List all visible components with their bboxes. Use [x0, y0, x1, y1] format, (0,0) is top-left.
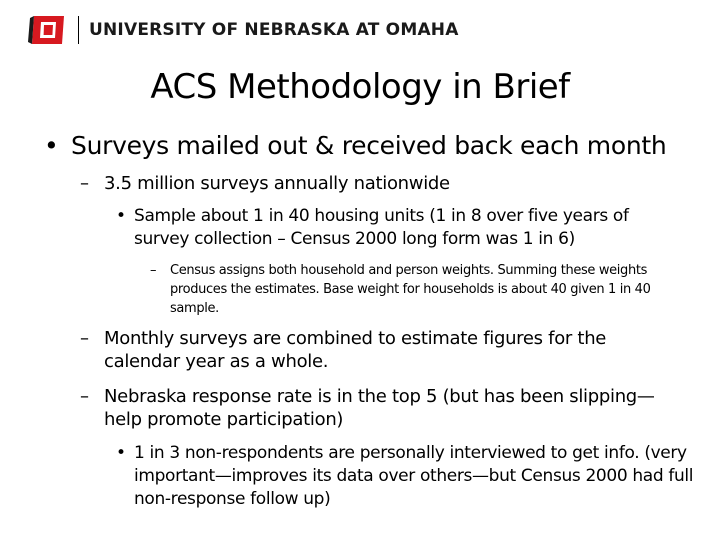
bullet-text: Census assigns both household and person weights. Summing these weights produces the estimates. Base weight for households is about 40 given 1 in 40 sample. — [170, 263, 651, 316]
bullet-level1 — [44, 130, 704, 162]
bullet-level3 — [116, 205, 676, 251]
bullet-text: 3.5 million surveys annually nationwide — [104, 173, 450, 194]
bullet-level3 — [116, 442, 696, 511]
bullet-marker: • — [116, 443, 126, 463]
bullet-marker: • — [44, 131, 59, 160]
bullet-level2 — [80, 172, 670, 195]
dash-marker: – — [80, 328, 89, 349]
bullet-text: Nebraska response rate is in the top 5 (but has been slipping—help promote participation) — [104, 386, 655, 430]
bullet-level4 — [150, 261, 690, 318]
bullet-text: Surveys mailed out & received back each month — [71, 131, 667, 160]
bullet-text: Sample about 1 in 40 housing units (1 in 8 over five years of survey collection – Census 2000 long form was 1 in 6) — [134, 206, 629, 249]
dash-marker: – — [80, 386, 89, 407]
bullet-level2 — [80, 385, 680, 431]
university-name: UNIVERSITY OF NEBRASKA AT OMAHA — [89, 20, 459, 40]
slide-title: ACS Methodology in Brief — [150, 67, 570, 107]
bullet-marker: • — [116, 206, 126, 226]
bullet-text: Monthly surveys are combined to estimate figures for the calendar year as a whole. — [104, 328, 607, 372]
bullet-level2 — [80, 327, 670, 373]
dash-marker: – — [150, 263, 157, 278]
bullet-text: 1 in 3 non-respondents are personally interviewed to get info. (very important—improves its data over others—but Census 2000 had full non-response follow up) — [134, 443, 694, 509]
dash-marker: – — [80, 173, 89, 194]
